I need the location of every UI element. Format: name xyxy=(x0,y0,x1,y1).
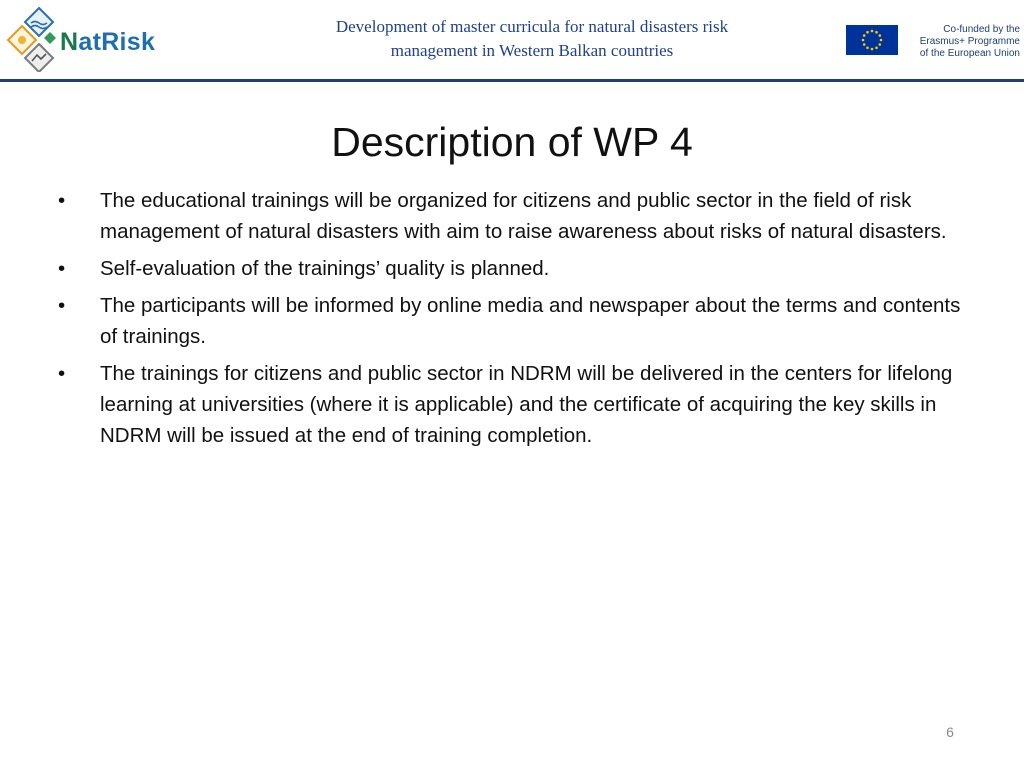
natrisk-wordmark xyxy=(60,30,155,55)
bullet-item xyxy=(56,290,976,352)
bullet-list xyxy=(56,185,976,457)
slide-header xyxy=(0,0,1024,80)
eu-notice-line3: of the European Union xyxy=(919,48,1020,59)
project-title xyxy=(262,15,802,63)
bullet-item xyxy=(56,358,976,451)
bullet-icon: • xyxy=(58,362,66,385)
eu-notice-line1: Co-funded by the xyxy=(943,24,1020,35)
project-title-line1: Development of master curricula for natural disasters risk xyxy=(335,17,729,36)
natrisk-diamonds-icon xyxy=(6,6,66,72)
logo-rest: atRisk xyxy=(78,28,156,56)
eu-funding-notice xyxy=(904,24,1020,60)
eu-notice-line2: Erasmus+ Programme xyxy=(919,36,1020,47)
bullet-icon: • xyxy=(58,189,66,212)
slide-title: Description of WP 4 xyxy=(331,119,693,165)
bullet-text: The educational trainings will be organized for citizens and public sector in the field of risk management of natural disasters with aim to raise awareness about risks of natural disasters. xyxy=(100,189,947,243)
bullet-text: Self-evaluation of the trainings’ quality is planned. xyxy=(100,257,550,280)
logo-initial: N xyxy=(60,28,79,56)
header-divider xyxy=(0,79,1024,82)
bullet-item xyxy=(56,185,976,247)
bullet-icon: • xyxy=(58,294,66,317)
eu-flag-icon xyxy=(846,25,898,55)
bullet-item xyxy=(56,253,976,284)
project-title-line2: management in Western Balkan countries xyxy=(390,41,674,60)
page-number: 6 xyxy=(946,724,954,740)
bullet-text: The trainings for citizens and public sector in NDRM will be delivered in the centers for lifelong learning at universities (where it is applicable) and the certificate of acquiring the key skills in NDRM will be issued at the end of training completion. xyxy=(100,362,953,447)
bullet-text: The participants will be informed by online media and newspaper about the terms and contents of trainings. xyxy=(100,294,961,348)
natrisk-logo xyxy=(6,6,166,72)
bullet-icon: • xyxy=(58,257,66,280)
